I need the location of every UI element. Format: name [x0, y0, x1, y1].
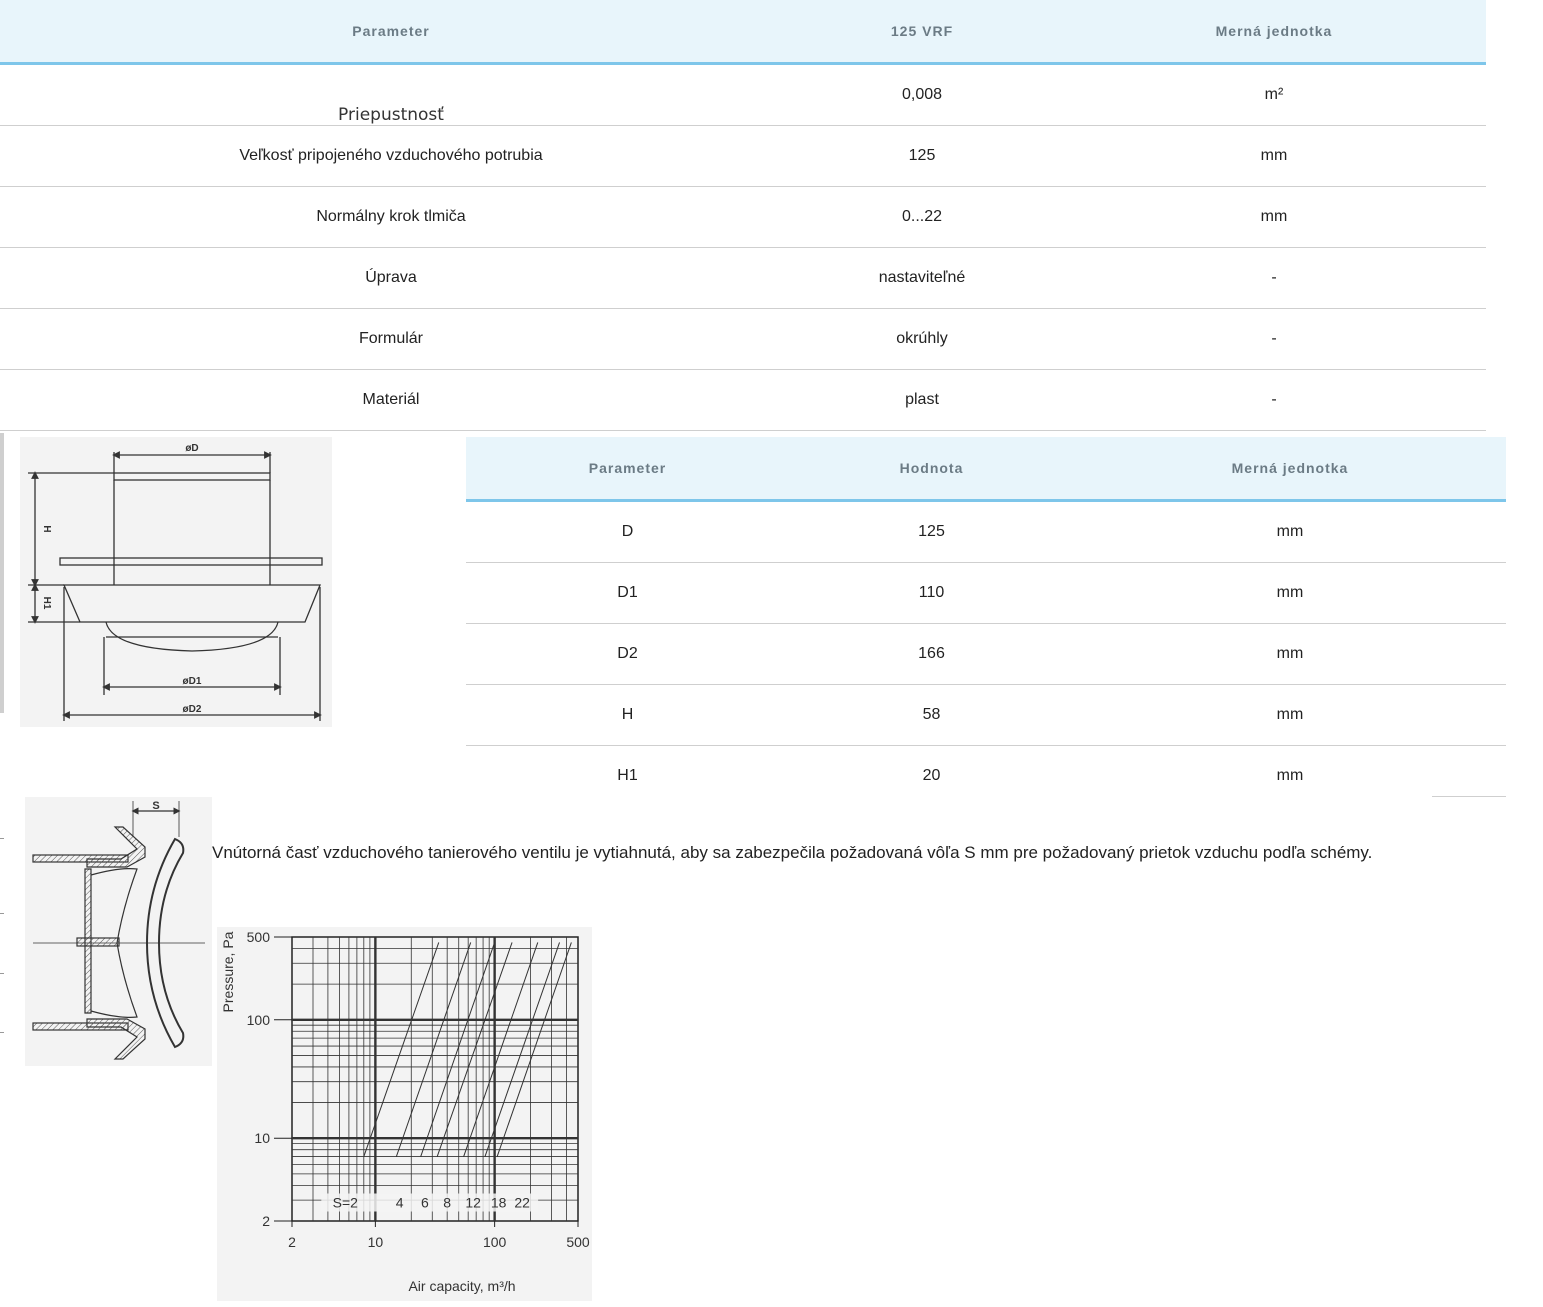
table-row [0, 126, 1486, 187]
unit-cell: mm [1074, 563, 1506, 624]
chart-series-label: 18 [490, 1194, 507, 1211]
value-cell: 125 [789, 501, 1074, 563]
value-cell: 125 [782, 126, 1062, 187]
dimensions-header-unit: Merná jednotka [1074, 437, 1506, 501]
specs-header-row [0, 0, 1486, 64]
param-cell: Normálny krok tlmiča [0, 187, 782, 248]
unit-cell: - [1062, 309, 1486, 370]
param-cell: H1 [617, 767, 638, 784]
section-drawing-svg [25, 797, 212, 1066]
unit-cell: mm [1074, 501, 1506, 563]
chart-series-line [497, 942, 571, 1156]
value-cell: nastaviteľné [782, 248, 1062, 309]
chart-x-tick-label: 2 [288, 1234, 296, 1250]
chart-y-tick-label: 500 [246, 929, 270, 945]
chart-series-label: 6 [420, 1194, 429, 1211]
table-end-line [1432, 796, 1506, 797]
dimension-drawing [20, 437, 332, 727]
chart-y-tick-label: 10 [254, 1130, 270, 1147]
page-edge-tick [0, 838, 4, 839]
chart-y-tick-label: 100 [246, 1011, 270, 1028]
label-S: S [152, 800, 160, 812]
param-priepustnost: Priepustnosť [338, 105, 444, 125]
dimensions-header-row [466, 437, 1506, 501]
param-cell: D2 [466, 624, 789, 685]
page-edge-tick [0, 1032, 4, 1033]
dimension-drawing-svg [20, 437, 332, 727]
param-cell: D [466, 501, 789, 563]
unit-cell: - [1062, 370, 1486, 431]
chart-series-line [485, 942, 560, 1156]
param-cell: Úprava [0, 248, 782, 309]
unit-cell: - [1062, 248, 1486, 309]
chart-x-tick-label: 100 [482, 1234, 507, 1250]
table-row [466, 563, 1506, 624]
unit-cell: mm [1276, 767, 1304, 784]
chart-grid [292, 937, 578, 1221]
param-cell: Veľkosť pripojeného vzduchového potrubia [0, 126, 782, 187]
table-row [0, 309, 1486, 370]
label-H1: H1 [41, 596, 52, 610]
chart-series-label: S=2 [332, 1194, 358, 1211]
table-row [466, 746, 1506, 807]
chart-series-line [396, 942, 470, 1156]
chart-series-lines [364, 942, 572, 1156]
section-drawing [25, 797, 212, 1066]
chart-series-label: 4 [395, 1194, 404, 1211]
table-row [0, 64, 1486, 126]
dimensions-header-value: Hodnota [789, 437, 1074, 501]
value-cell: plast [782, 370, 1062, 431]
unit-cell: mm [1062, 187, 1486, 248]
value-cell: 58 [789, 685, 1074, 746]
param-cell: Materiál [0, 370, 782, 431]
chart-plot-frame [292, 937, 578, 1221]
table-row [466, 501, 1506, 563]
specs-header-value: 125 VRF [782, 0, 1062, 64]
chart-series-label: 12 [465, 1194, 481, 1211]
value-cell: 20 [922, 767, 941, 784]
table-row [0, 370, 1486, 431]
chart-x-tick-label: 500 [566, 1234, 590, 1250]
unit-cell: mm [1074, 624, 1506, 685]
chart-series-labels [321, 1194, 538, 1212]
dimensions-header-parameter: Parameter [466, 437, 789, 501]
value-cell: okrúhly [782, 309, 1062, 370]
chart-series-line [421, 942, 495, 1156]
value-cell: 166 [789, 624, 1074, 685]
page-edge-tick [0, 973, 4, 974]
chart-series-label: 8 [443, 1194, 452, 1211]
chart-y-tick-label: 2 [262, 1213, 270, 1229]
pressure-chart [217, 927, 592, 1301]
label-H: H [41, 525, 52, 533]
table-row [0, 248, 1486, 309]
label-D1: øD1 [182, 676, 202, 687]
value-cell: 0...22 [782, 187, 1062, 248]
value-cell: 110 [789, 563, 1074, 624]
table-row [466, 624, 1506, 685]
label-D: øD [185, 443, 199, 454]
value-cell: 0,008 [782, 64, 1062, 126]
chart-y-axis-label: Pressure, Pa [220, 931, 236, 1013]
specs-table [0, 0, 1486, 431]
chart-x-tick-label: 10 [367, 1234, 384, 1250]
table-row [466, 685, 1506, 746]
unit-cell: m² [1062, 64, 1486, 126]
param-cell: D1 [466, 563, 789, 624]
chart-x-axis-label: Air capacity, m³/h [408, 1278, 516, 1294]
page-edge-fragment [0, 433, 4, 713]
unit-cell: mm [1062, 126, 1486, 187]
table-row [0, 187, 1486, 248]
specs-header-unit: Merná jednotka [1062, 0, 1486, 64]
specs-header-parameter: Parameter [0, 0, 782, 64]
dimensions-table [466, 437, 1506, 806]
pressure-chart-svg [217, 927, 592, 1301]
chart-series-label: 22 [514, 1194, 530, 1211]
note-text: Vnútorná časť vzduchového tanierového ventilu je vytiahnutá, aby sa zabezpečila požadovaná vôľa S mm pre požadovaný prietok vzduchu podľa schémy. [212, 843, 1373, 862]
page-edge-tick [0, 913, 4, 914]
param-cell: H [466, 685, 789, 746]
param-cell [0, 64, 782, 126]
label-D2: øD2 [182, 704, 202, 715]
unit-cell: mm [1074, 685, 1506, 746]
param-cell: Formulár [0, 309, 782, 370]
